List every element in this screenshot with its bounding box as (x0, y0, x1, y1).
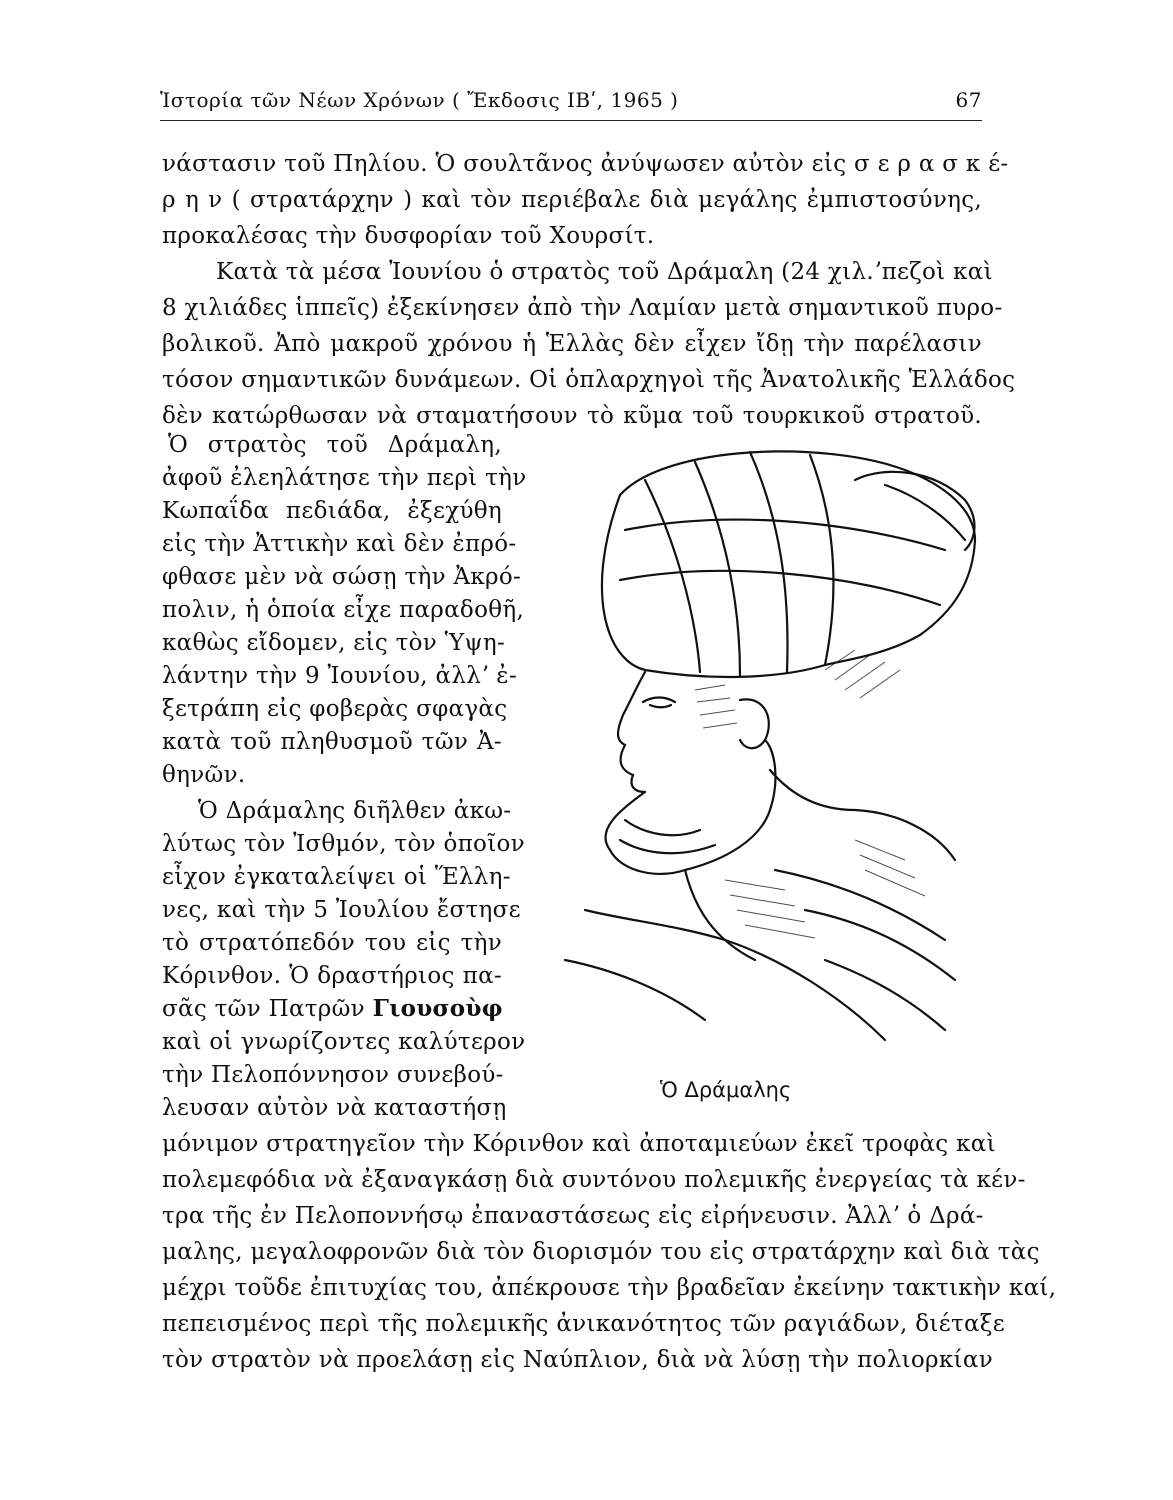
running-head (160, 88, 982, 121)
text-line: μέχρι τοῦδε ἐπιτυχίας του, ἀπέκρουσε τὴν βραδεῖαν ἐκείνην τακτικὴν καί, (162, 1275, 1057, 1301)
text-line: λευσαν αὐτὸν νὰ καταστήσῃ (162, 1095, 507, 1121)
text-line: πολεμεφόδια νὰ ἐξαναγκάσῃ διὰ συντόνου πολεμικῆς ἐνεργείας τὰ κέν- (162, 1167, 1026, 1193)
text-line: τὸ στρατόπεδόν του εἰς τὴν (162, 930, 502, 956)
text-line: βολικοῦ. Ἀπὸ μακροῦ χρόνου ἡ Ἑλλὰς δὲν εἶχεν ἴδῃ τὴν παρέλασιν (162, 331, 982, 357)
text-line: καθὼς εἴδομεν, εἰς τὸν Ὑψη- (162, 630, 506, 656)
text-line: Ὁ Δράμαλης διῆλθεν ἀκω- (198, 798, 512, 824)
text-line: τόσον σημαντικῶν δυνάμεων. Οἱ ὁπλαρχηγοὶ τῆς Ἀνατολικῆς Ἑλλάδος (162, 367, 1016, 393)
page-number: 67 (955, 88, 982, 112)
text-line: Κατὰ τὰ μέσα Ἰουνίου ὁ στρατὸς τοῦ Δράμαλη (24 χιλ.ʼπεζοὶ καὶ (216, 259, 993, 285)
text-line: ξετράπη εἰς φοβερὰς σφαγὰς (162, 696, 508, 722)
text-run: σᾶς τῶν Πατρῶν (162, 996, 373, 1022)
portrait-engraving (525, 440, 980, 1060)
text-line: νες, καὶ τὴν 5 Ἰουλίου ἔστησε (162, 897, 521, 923)
text-line: θηνῶν. (162, 762, 246, 788)
text-line (162, 993, 502, 1025)
text-line: 8 χιλιάδες ἱππεῖς) ἐξεκίνησεν ἀπὸ τὴν Λαμίαν μετὰ σημαντικοῦ πυρο- (162, 295, 1003, 321)
text-line: πολιν, ἡ ὁποία εἶχε παραδοθῆ, (162, 597, 525, 623)
text-line: τρα τῆς ἐν Πελοποννήσῳ ἐπαναστάσεως εἰς εἰρήνευσιν. Ἀλλʼ ὁ Δρά- (162, 1203, 984, 1229)
figure-caption: Ὁ Δράμαλης (660, 1078, 792, 1102)
text-line: προκαλέσας τὴν δυσφορίαν τοῦ Χουρσίτ. (162, 223, 655, 249)
text-line: μόνιμον στρατηγεῖον τὴν Κόρινθον καὶ ἀποταμιεύων ἐκεῖ τροφὰς καὶ (162, 1131, 996, 1157)
running-head-title: Ἱστορία τῶν Νέων Χρόνων ( Ἔκδοσις ΙΒʹ, 1965 ) (160, 88, 679, 112)
text-line: Κωπαΐδα πεδιάδα, ἐξεχύθη (162, 498, 502, 524)
text-line: πεπεισμένος περὶ τῆς πολεμικῆς ἀνικανότητος τῶν ραγιάδων, διέταξε (162, 1311, 1005, 1337)
text-line: λύτως τὸν Ἰσθμόν, τὸν ὁποῖον (162, 831, 525, 857)
text-line: κατὰ τοῦ πληθυσμοῦ τῶν Ἀ- (162, 729, 502, 755)
text-line: εἰς τὴν Ἀττικὴν καὶ δὲν ἐπρό- (162, 531, 517, 557)
bold-name: Γιουσοὺφ (372, 995, 503, 1022)
text-line: Κόρινθον. Ὁ δραστήριος πα- (162, 963, 502, 989)
text-line: εἶχον ἐγκαταλείψει οἱ Ἕλλη- (162, 864, 511, 890)
text-line: τὸν στρατὸν νὰ προελάσῃ εἰς Ναύπλιον, διὰ νὰ λύσῃ τὴν πολιορκίαν (162, 1347, 993, 1373)
text-line: ἀφοῦ ἐλεηλάτησε τὴν περὶ τὴν (162, 465, 527, 491)
text-line: νάστασιν τοῦ Πηλίου. Ὁ σουλτᾶνος ἀνύψωσεν αὐτὸν εἰς σ ε ρ α σ κ έ- (162, 151, 1009, 177)
text-line: Ὁ στρατὸς τοῦ Δράμαλη, (168, 432, 502, 458)
text-line: δὲν κατώρθωσαν νὰ σταματήσουν τὸ κῦμα τοῦ τουρκικοῦ στρατοῦ. (162, 403, 982, 429)
text-line: φθασε μὲν νὰ σώσῃ τὴν Ἀκρό- (162, 564, 522, 590)
text-line: ρ η ν ( στρατάρχην ) καὶ τὸν περιέβαλε διὰ μεγάλης ἐμπιστοσύνης, (162, 187, 982, 213)
text-line: καὶ οἱ γνωρίζοντες καλύτερον (162, 1029, 526, 1055)
text-line: τὴν Πελοπόννησον συνεβού- (162, 1062, 504, 1088)
text-line: λάντην τὴν 9 Ἰουνίου, ἀλλʼ ἐ- (162, 663, 518, 689)
text-line: μαλης, μεγαλοφρονῶν διὰ τὸν διορισμόν του εἰς στρατάρχην καὶ διὰ τὰς (162, 1239, 1040, 1265)
